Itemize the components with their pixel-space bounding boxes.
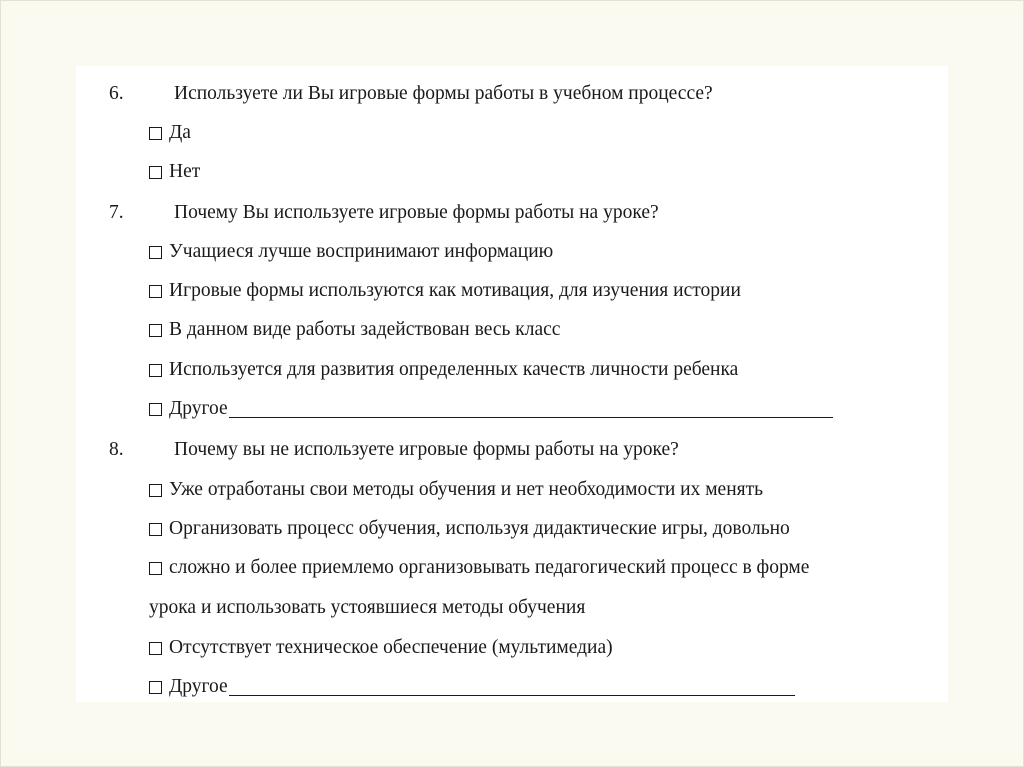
option-checkbox-other[interactable] bbox=[149, 397, 833, 421]
option-checkbox-other[interactable] bbox=[149, 675, 795, 699]
checkbox-icon[interactable] bbox=[149, 681, 162, 694]
question-number: 8. bbox=[109, 439, 124, 460]
checkbox-icon[interactable] bbox=[149, 127, 162, 140]
fill-in-line[interactable] bbox=[229, 401, 833, 418]
option-label: Нет bbox=[169, 161, 201, 182]
option-checkbox[interactable] bbox=[149, 358, 738, 382]
checkbox-icon[interactable] bbox=[149, 324, 162, 337]
checkbox-icon[interactable] bbox=[149, 562, 162, 575]
option-checkbox[interactable] bbox=[149, 636, 613, 660]
checkbox-icon[interactable] bbox=[149, 403, 162, 416]
option-label: урока и использовать устоявшиеся методы обучения bbox=[149, 597, 586, 618]
option-label: сложно и более приемлемо организовывать педагогический процесс в форме bbox=[169, 557, 810, 578]
option-checkbox[interactable] bbox=[149, 121, 191, 145]
option-checkbox[interactable] bbox=[149, 556, 809, 580]
option-label: Организовать процесс обучения, используя дидактические игры, довольно bbox=[169, 518, 790, 539]
checkbox-icon[interactable] bbox=[149, 642, 162, 655]
option-label: Используется для развития определенных качеств личности ребенка bbox=[169, 359, 739, 380]
option-checkbox[interactable] bbox=[149, 240, 553, 264]
fill-in-line[interactable] bbox=[229, 679, 795, 696]
option-label: Другое bbox=[169, 676, 228, 697]
option-label: В данном виде работы задействован весь класс bbox=[169, 319, 561, 340]
checkbox-icon[interactable] bbox=[149, 523, 162, 536]
option-checkbox[interactable] bbox=[149, 318, 560, 342]
option-checkbox[interactable] bbox=[149, 478, 763, 502]
option-label: Учащиеся лучше воспринимают информацию bbox=[169, 241, 554, 262]
checkbox-icon[interactable] bbox=[149, 246, 162, 259]
option-label: Уже отработаны свои методы обучения и нет необходимости их менять bbox=[169, 479, 764, 500]
option-label: Отсутствует техническое обеспечение (мультимедиа) bbox=[169, 637, 613, 658]
checkbox-icon[interactable] bbox=[149, 166, 162, 179]
question-text: Почему вы не используете игровые формы работы на уроке? bbox=[174, 439, 679, 460]
question-text: Почему Вы используете игровые формы работы на уроке? bbox=[174, 202, 659, 223]
option-checkbox[interactable] bbox=[149, 517, 790, 541]
checkbox-icon[interactable] bbox=[149, 285, 162, 298]
checkbox-icon[interactable] bbox=[149, 484, 162, 497]
question-text: Используете ли Вы игровые формы работы в учебном процессе? bbox=[174, 83, 713, 104]
option-checkbox[interactable] bbox=[149, 160, 200, 184]
checkbox-icon[interactable] bbox=[149, 364, 162, 377]
option-label: Да bbox=[169, 122, 191, 143]
questionnaire-sheet bbox=[76, 66, 948, 702]
option-label: Другое bbox=[169, 398, 228, 419]
option-continuation bbox=[149, 596, 585, 620]
option-checkbox[interactable] bbox=[149, 279, 741, 303]
question-number: 7. bbox=[109, 202, 124, 223]
question-number: 6. bbox=[109, 83, 124, 104]
option-label: Игровые формы используются как мотивация, для изучения истории bbox=[169, 280, 741, 301]
